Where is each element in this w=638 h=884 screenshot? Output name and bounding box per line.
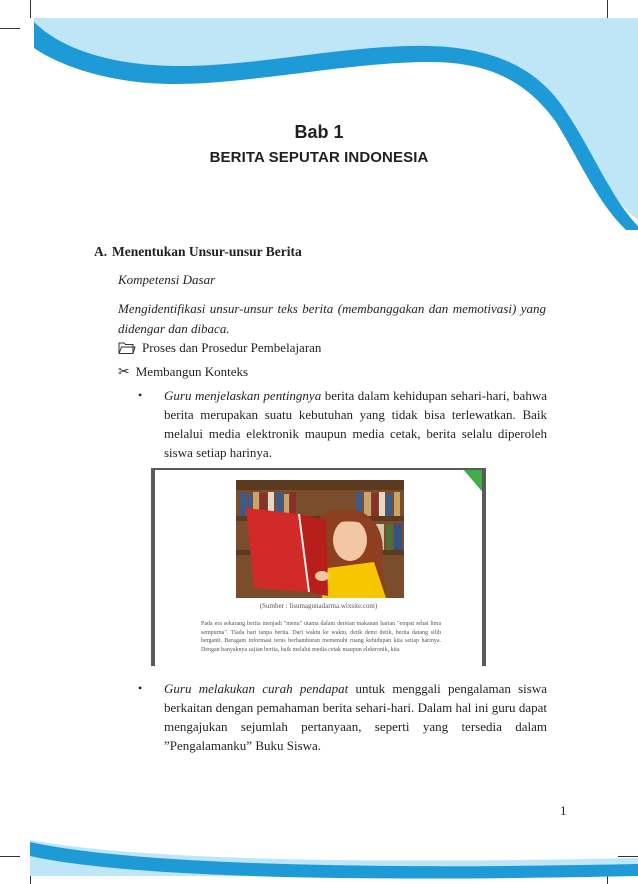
bullet-text xyxy=(164,386,547,462)
bullet-emphasis: Guru melakukan curah pendapat xyxy=(164,681,349,696)
scissors-icon: ✂ xyxy=(118,364,130,380)
kompetensi-text: Mengidentifikasi unsur-unsur teks berita (membanggakan dan memotivasi) yang didengar dan dibaca. xyxy=(118,301,546,336)
konteks-label: Membangun Konteks xyxy=(135,364,249,379)
folder-icon xyxy=(118,341,136,355)
corner-tab xyxy=(462,468,486,496)
bullet-emphasis: Guru menjelaskan pentingnya xyxy=(164,388,322,403)
section-heading xyxy=(94,244,302,260)
figure-frame xyxy=(151,468,486,666)
bullet-dot: • xyxy=(138,681,143,695)
proses-item xyxy=(118,340,321,356)
chapter-number: Bab 1 xyxy=(294,122,344,142)
figure-text: Pada era sekarang berita menjadi "menu" utama dalam deretan makanan harian "empat sehat lima sempurna". Tiada hari tanpa berita. Dari waktu ke waktu, detik demi detik, berita datang silih berganti. Beragam informasi terus berhamburan memenuhi ruang kehidupan kita setiap harinya. Dengan banyaknya sajian berita, baik melalui media cetak maupun elektronik, kita xyxy=(201,621,441,653)
figure-caption: (Sumber : lisumagunadarma.wixsite.com) xyxy=(259,602,378,610)
proses-label: Proses dan Prosedur Pembelajaran xyxy=(142,340,322,355)
page-number: 1 xyxy=(560,803,567,818)
bullet-body: untuk menggali pengalaman siswa berkaitan dengan pemahaman berita sehari-hari. Dalam hal ini guru dapat mengajukan sejumlah pertanyaan, seperti yang tersedia dalam ”Pengalamanku” Buku Siswa. xyxy=(164,681,547,753)
bullet-item xyxy=(138,386,548,466)
bullet-dot: • xyxy=(138,388,143,402)
bullet-item xyxy=(138,679,548,759)
bullet-body: berita dalam kehidupan sehari-hari, bahwa berita merupakan suatu kebutuhan yang tidak bisa terlewatkan. Baik melalui media elektronik maupun media cetak, berita selalu diperoleh siswa setiap harinya. xyxy=(164,388,547,460)
section-label: A. xyxy=(94,244,108,259)
reading-girl-photo xyxy=(236,480,404,598)
chapter-title: BERITA SEPUTAR INDONESIA xyxy=(209,149,429,166)
kompetensi-title: Kompetensi Dasar xyxy=(118,272,216,287)
bullet-text xyxy=(164,679,547,755)
header-wave-decoration xyxy=(0,0,638,230)
section-title: Menentukan Unsur-unsur Berita xyxy=(112,244,302,259)
konteks-item xyxy=(118,364,248,380)
footer-wave-decoration xyxy=(0,830,638,884)
